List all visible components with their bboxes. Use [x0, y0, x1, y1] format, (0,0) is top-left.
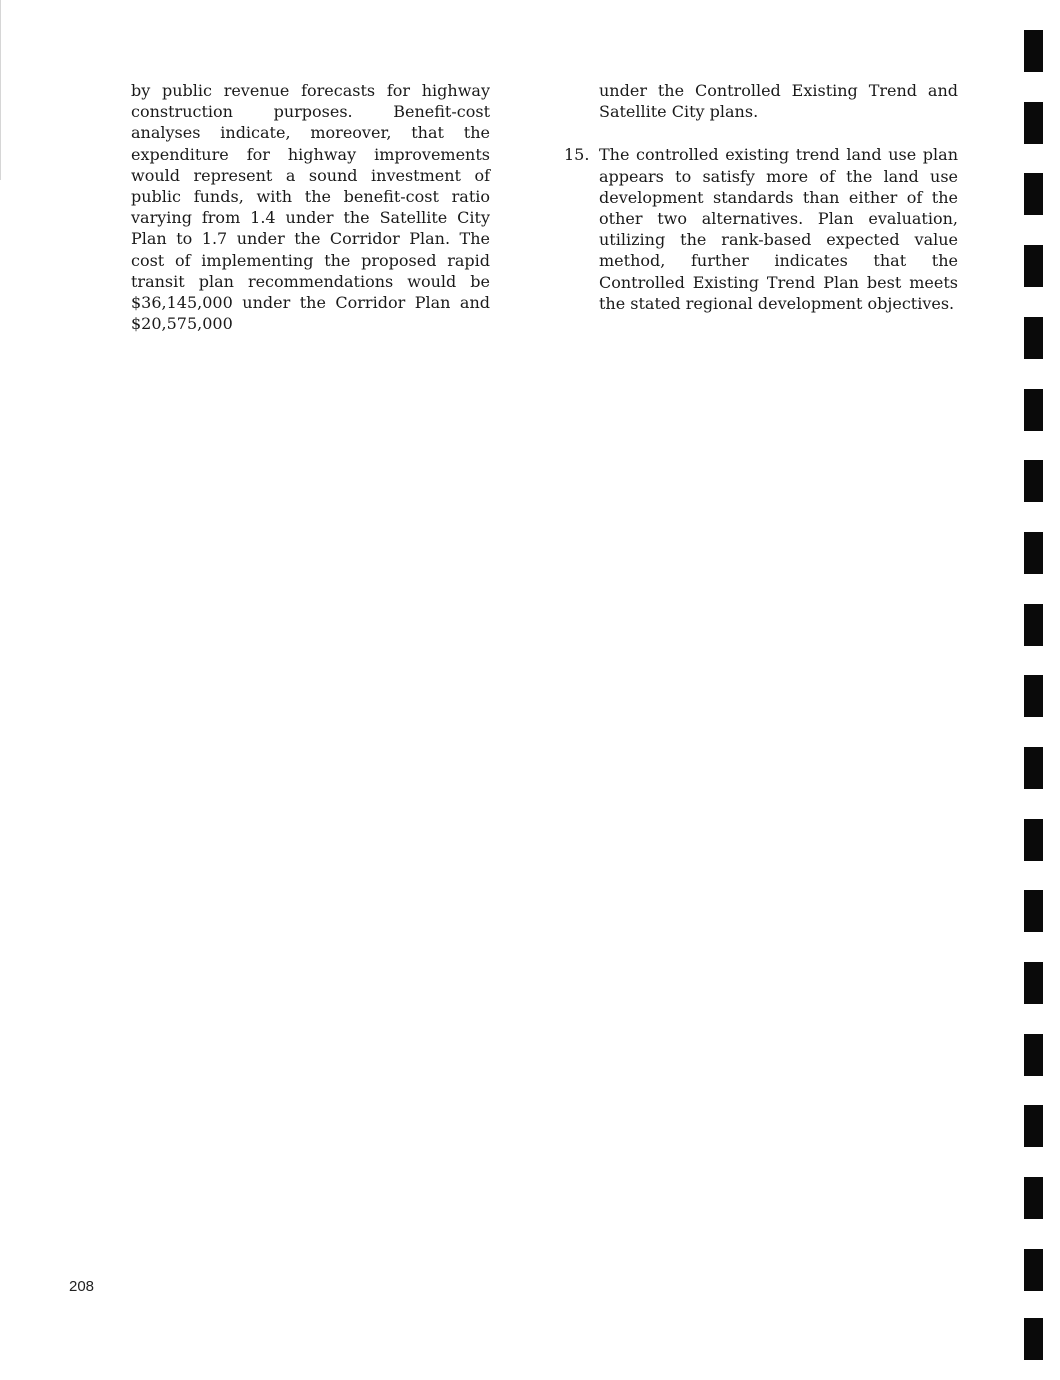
- numbered-item-15: [564, 144, 958, 314]
- binding-mark: [1024, 30, 1043, 72]
- binding-mark: [1024, 532, 1043, 574]
- scan-edge-line: [0, 0, 1, 180]
- binding-mark: [1024, 173, 1043, 215]
- binding-mark: [1024, 1034, 1043, 1076]
- binding-mark: [1024, 675, 1043, 717]
- binding-mark: [1024, 747, 1043, 789]
- binding-mark: [1024, 819, 1043, 861]
- item-number: 15.: [564, 145, 590, 165]
- right-column-continuation: under the Controlled Existing Trend and Satellite City plans.: [599, 81, 958, 122]
- binding-mark: [1024, 1318, 1043, 1360]
- left-column: [131, 80, 490, 334]
- binding-mark: [1024, 1249, 1043, 1291]
- page-number: 208: [69, 1278, 95, 1295]
- right-column: [564, 80, 958, 314]
- binding-mark: [1024, 1177, 1043, 1219]
- item-text: The controlled existing trend land use plan appears to satisfy more of the land use development standards than either of the other two alternatives. Plan evaluation, utilizing the rank-based expected value method, further indicates that the Controlled Existing Trend Plan best meets the stated regional development objectives.: [599, 145, 958, 313]
- binding-mark: [1024, 962, 1043, 1004]
- binding-mark: [1024, 460, 1043, 502]
- binding-mark: [1024, 102, 1043, 144]
- binding-mark: [1024, 317, 1043, 359]
- binding-mark: [1024, 389, 1043, 431]
- binding-marks: [1024, 30, 1044, 1360]
- binding-mark: [1024, 890, 1043, 932]
- left-column-paragraph: by public revenue forecasts for highway construction purposes. Benefit-cost analyses indicate, moreover, that the expenditure for highway improvements would represent a sound investment of public funds, with the benefit-cost ratio varying from 1.4 under the Satellite City Plan to 1.7 under the Corridor Plan. The cost of implementing the proposed rapid transit plan recommendations would be $36,145,000 under the Corridor Plan and $20,575,000: [131, 81, 490, 334]
- binding-mark: [1024, 245, 1043, 287]
- binding-mark: [1024, 604, 1043, 646]
- binding-mark: [1024, 1105, 1043, 1147]
